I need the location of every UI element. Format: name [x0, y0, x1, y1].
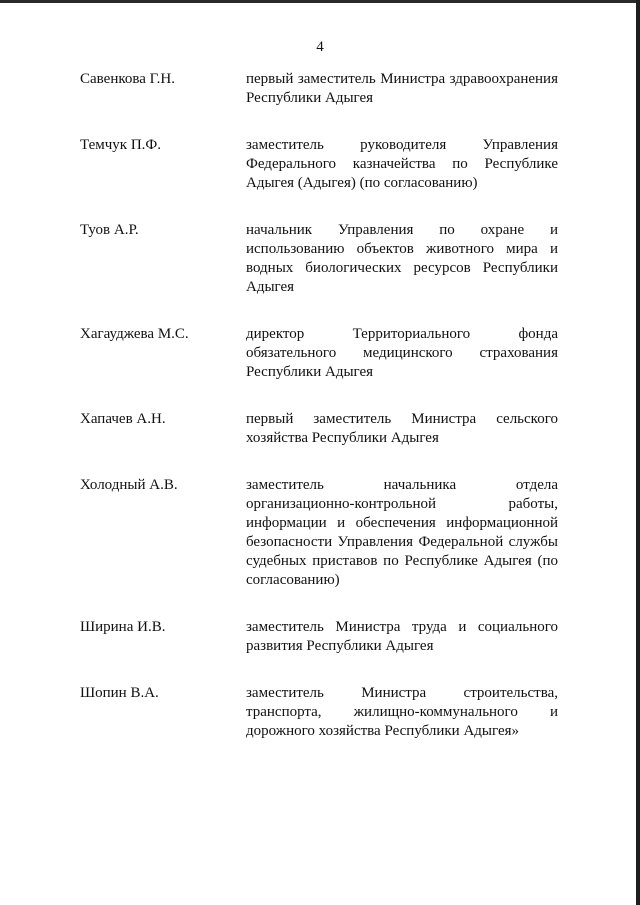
list-item — [80, 410, 560, 448]
official-name: Ширина И.В. — [80, 619, 166, 635]
official-name: Шопин В.А. — [80, 685, 159, 701]
list-item — [80, 476, 560, 590]
scan-border-right — [636, 0, 640, 905]
official-name: Хапачев А.Н. — [80, 411, 166, 427]
official-position: директор Территориального фонда обязательного медицинского страхования Республики Адыгея — [246, 326, 558, 380]
scan-border-top — [0, 0, 640, 3]
official-position: заместитель начальника отдела организационно-контрольной работы, информации и обеспечения информационной безопасности Управления Федеральной службы судебных приставов по Республике Адыгея (по согласованию) — [246, 477, 558, 588]
page-number: 4 — [316, 39, 324, 55]
official-position: заместитель Министра труда и социального развития Республики Адыгея — [246, 619, 558, 654]
official-name: Холодный А.В. — [80, 477, 178, 493]
official-list — [80, 70, 560, 769]
official-position: первый заместитель Министра сельского хозяйства Республики Адыгея — [246, 411, 558, 446]
list-item — [80, 221, 560, 297]
official-name: Туов А.Р. — [80, 222, 139, 238]
list-item — [80, 325, 560, 382]
official-position: начальник Управления по охране и использованию объектов животного мира и водных биологических ресурсов Республики Адыгея — [246, 222, 558, 295]
official-name: Хагауджева М.С. — [80, 326, 189, 342]
official-name: Савенкова Г.Н. — [80, 71, 175, 87]
official-position: первый заместитель Министра здравоохранения Республики Адыгея — [246, 71, 558, 106]
list-item — [80, 684, 560, 741]
official-position: заместитель Министра строительства, транспорта, жилищно-коммунального и дорожного хозяйства Республики Адыгея» — [246, 685, 558, 739]
list-item — [80, 70, 560, 108]
official-position: заместитель руководителя Управления Федерального казначейства по Республике Адыгея (Адыгея) (по согласованию) — [246, 137, 558, 191]
list-item — [80, 136, 560, 193]
list-item — [80, 618, 560, 656]
official-name: Темчук П.Ф. — [80, 137, 162, 153]
